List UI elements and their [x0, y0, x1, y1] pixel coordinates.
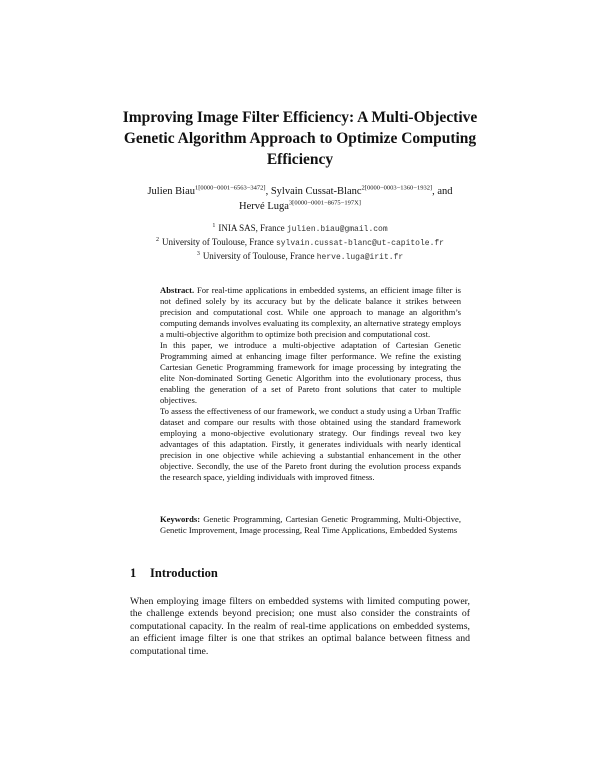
- author-email: julien.biau@gmail.com: [286, 225, 388, 234]
- affiliation-list: [110, 222, 490, 264]
- author-name: Sylvain Cussat-Blanc: [270, 186, 362, 197]
- author-email: sylvain.cussat-blanc@ut-capitole.fr: [275, 239, 444, 248]
- author-name: Hervé Luga: [239, 201, 289, 212]
- section-number: 1: [130, 566, 137, 580]
- author-list: Julien Biau$^{1[0000-0001-6563-3472]}$, Sylvain Cussat-Blanc$^{2[0000-0003-1360-1932]}$, and Hervé Luga$^{3[0000-0001-8675-197X]}$: [147, 184, 453, 212]
- author-orcid: 2[0000−0003−1360−1932]: [361, 184, 433, 192]
- paper-title: Improving Image Filter Efficiency: A Multi-Objective Genetic Algorithm Approach to Optimize Computing Efficiency: [122, 109, 478, 168]
- author-email: herve.luga@irit.fr: [316, 253, 404, 262]
- affiliation: $^3$ University of Toulouse, France herve.luga@irit.fr: [196, 251, 404, 262]
- author-orcid: 1[0000−0001−6563−3472]: [195, 184, 266, 192]
- affiliation: $^2$ University of Toulouse, France sylvain.cussat-blanc@ut-capitole.fr: [156, 237, 444, 248]
- author-name: Julien Biau: [147, 186, 195, 197]
- intro-paragraph: When employing image filters on embedded systems with limited computing power, the challenge extends beyond precision; one must also consider the constraints of computational capacity. In the realm of real-time applications on embedded systems, an efficient image filter is one that strikes an optimal balance between fitness and computational time.: [130, 596, 470, 657]
- section-title: Introduction: [150, 566, 218, 580]
- affiliation: $^1$ INIA SAS, France julien.biau@gmail.com: [212, 223, 388, 234]
- abstract: [160, 285, 461, 483]
- keywords-text: Genetic Programming, Cartesian Genetic Programming, Multi-Objective, Genetic Improvement, Image processing, Real Time Applications, Embedded Systems: [160, 514, 461, 535]
- author-orcid: 3[0000−0001−8675−197X]: [288, 199, 361, 207]
- abstract-paragraph: For real-time applications in embedded systems, an efficient image filter is not defined solely by its accuracy but by the delicate balance it strikes between precision and computational cost. While one approach to manage an algorithm’s computing demands involves evaluating its complexity, an alternative strategy employs a multi-objective algorithm to optimize both precision and computational cost.: [160, 285, 461, 339]
- keywords-label: Keywords:: [160, 514, 201, 524]
- abstract-paragraph: To assess the effectiveness of our framework, we conduct a study using a Urban Traffic dataset and compare our results with those obtained using the standard framework employing a mono-objective evolutionary strategy. Our findings reveal two key advantages of this adaptation. Firstly, it generates individuals with nearly identical precision in one objective while achieving a substantial enhancement in the other objective. Secondly, the use of the Pareto front during the evolution process expands the research space, yielding individuals with improved fitness.: [160, 406, 461, 482]
- keywords: [160, 514, 461, 536]
- section-heading: [130, 566, 218, 581]
- abstract-paragraph: In this paper, we introduce a multi-objective adaptation of Cartesian Genetic Programming aimed at enhancing image filter performance. We refine the existing Cartesian Genetic Programming framework for image processing by integrating the elite Non-dominated Sorting Genetic Algorithm into the evolutionary process, thus enabling the generation of a set of Pareto front solutions that cater to multiple objectives.: [160, 340, 461, 405]
- abstract-label: Abstract.: [160, 285, 195, 295]
